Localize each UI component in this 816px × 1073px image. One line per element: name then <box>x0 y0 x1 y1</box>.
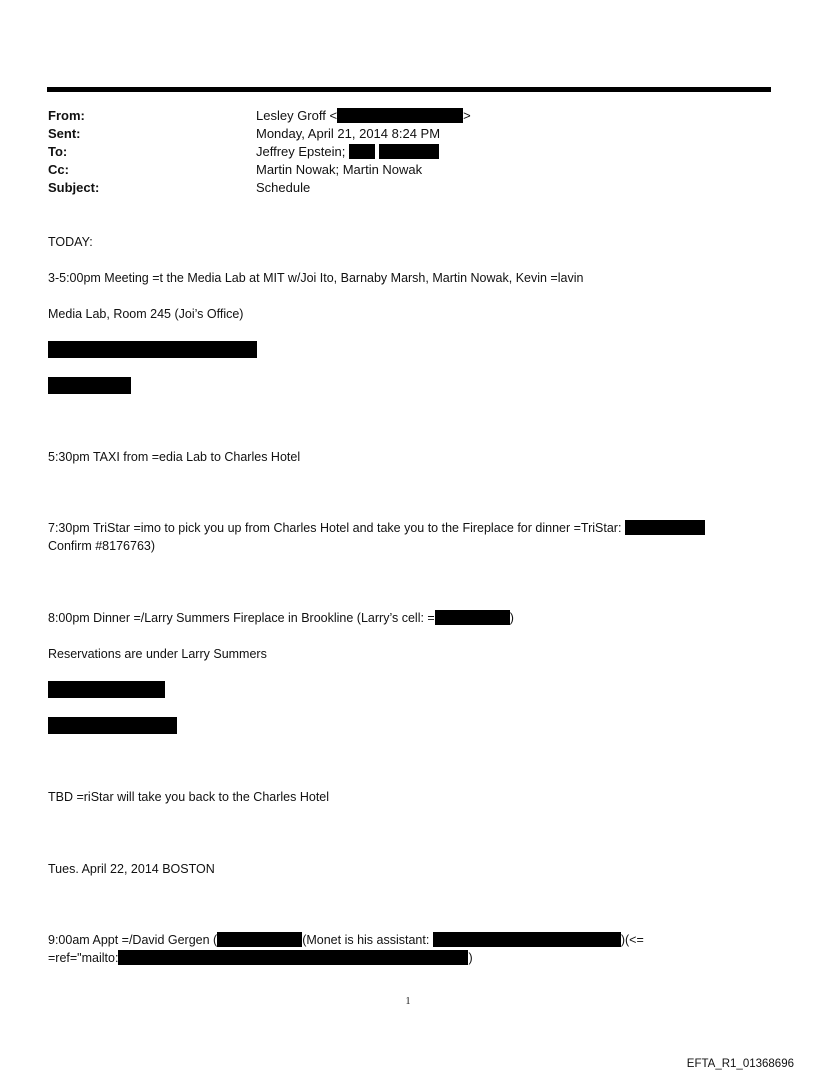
mailto-close: ) <box>468 951 473 965</box>
sent-value: Monday, April 21, 2014 8:24 PM <box>256 126 441 141</box>
cc-value: Martin Nowak; Martin Nowak <box>256 162 423 177</box>
to-name: Jeffrey Epstein; <box>256 144 346 159</box>
dinner-close: ) <box>509 611 514 625</box>
appt-line <box>48 932 644 949</box>
redaction-larry-cell <box>435 610 510 625</box>
tbd-line: TBD =riStar will take you back to the Charles Hotel <box>48 790 330 804</box>
sent-label: Sent: <box>48 126 81 141</box>
redaction-monet <box>433 932 621 947</box>
location-line: Media Lab, Room 245 (Joi’s Office) <box>48 307 244 321</box>
dinner-line <box>48 610 514 627</box>
today-heading: TODAY: <box>48 235 93 249</box>
to-label: To: <box>48 144 68 159</box>
subject-value: Schedule <box>256 180 311 195</box>
meeting-line: 3-5:00pm Meeting =t the Media Lab at MIT w/Joi Ito, Barnaby Marsh, Martin Nowak, Kevin =lavin <box>48 271 584 285</box>
redaction-to-2 <box>379 144 439 159</box>
redaction-mailto <box>118 950 468 965</box>
redaction-gergen <box>217 932 302 947</box>
from-name: Lesley Groff < <box>256 108 338 123</box>
redaction-to-1 <box>349 144 375 159</box>
subject-label: Subject: <box>48 180 100 195</box>
redaction-block-1 <box>48 341 257 358</box>
appt-middle: (Monet is his assistant: <box>302 933 430 947</box>
redaction-block-3 <box>48 681 165 698</box>
appt-text: 9:00am Appt =/David Gergen ( <box>48 933 218 947</box>
redaction-email <box>337 108 463 123</box>
from-close: > <box>463 108 471 123</box>
tristar-line-1 <box>48 520 705 537</box>
header-rule <box>47 87 771 92</box>
reservations-line: Reservations are under Larry Summers <box>48 647 267 661</box>
mailto-line <box>48 950 473 967</box>
from-value <box>256 107 471 125</box>
document-id: EFTA_R1_01368696 <box>686 1058 794 1070</box>
tristar-text: 7:30pm TriStar =imo to pick you up from Charles Hotel and take you to the Fireplace for dinner =TriStar: <box>48 521 622 535</box>
mailto-text: =ref="mailto: <box>48 951 119 965</box>
tristar-line-2: Confirm #8176763) <box>48 539 156 553</box>
taxi-line: 5:30pm TAXI from =edia Lab to Charles Hotel <box>48 450 301 464</box>
cc-label: Cc: <box>48 162 69 177</box>
redaction-tristar-phone <box>625 520 705 535</box>
redaction-block-2 <box>48 377 131 394</box>
from-label: From: <box>48 108 85 123</box>
tuesday-line: Tues. April 22, 2014 BOSTON <box>48 862 215 876</box>
dinner-text: 8:00pm Dinner =/Larry Summers Fireplace in Brookline (Larry’s cell: = <box>48 611 435 625</box>
appt-suffix: )(<= <box>620 933 644 947</box>
to-value <box>256 143 439 161</box>
redaction-block-4 <box>48 717 177 734</box>
page-number: 1 <box>405 996 411 1007</box>
